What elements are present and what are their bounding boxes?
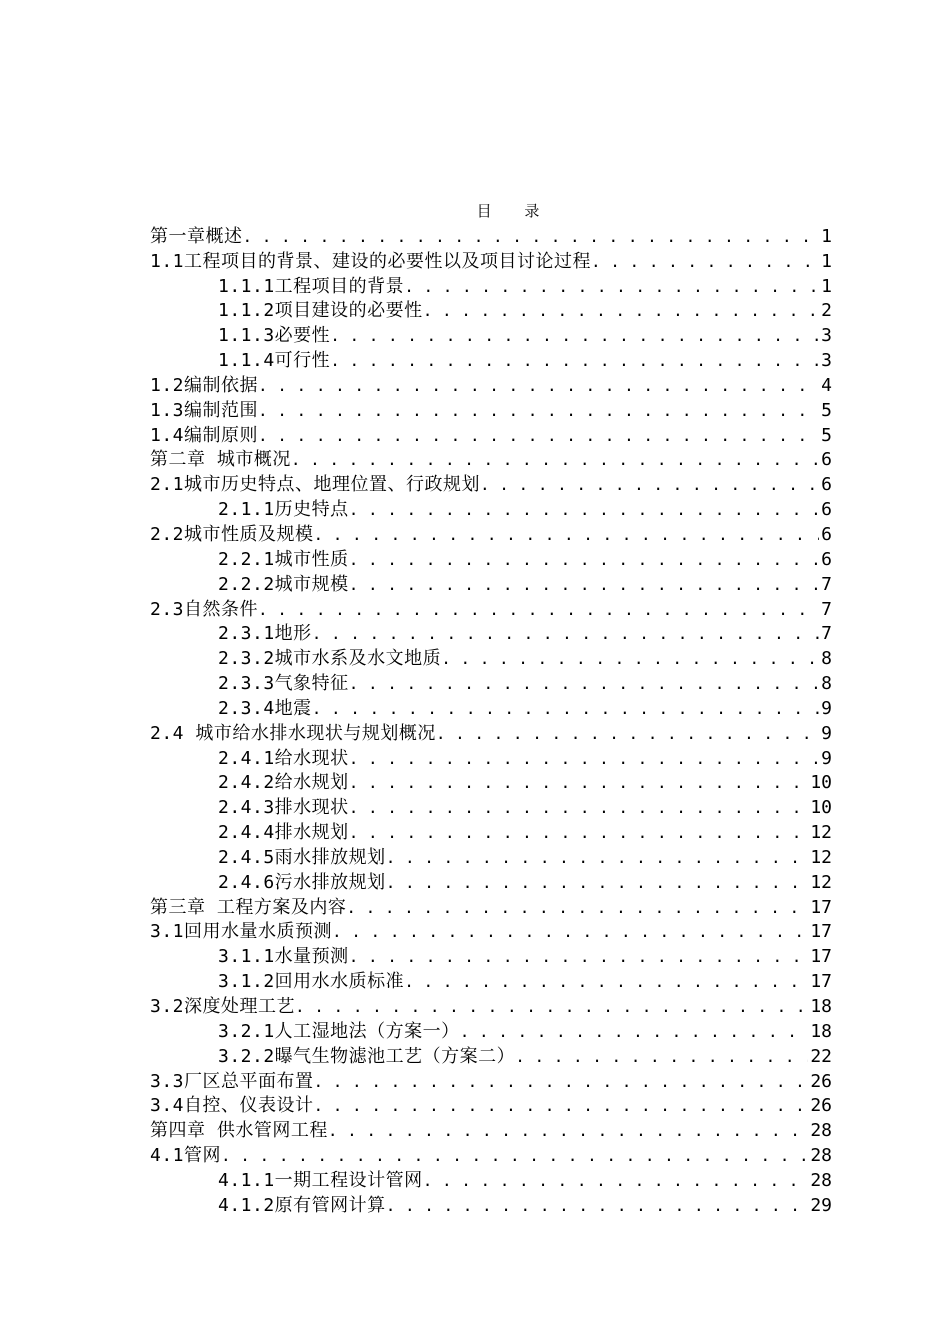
toc-entry-label: 1.4编制原则 (150, 424, 259, 446)
toc-leader-dots (460, 1022, 809, 1042)
toc-leader-dots (349, 674, 819, 694)
toc-entry[interactable] (150, 1118, 832, 1143)
toc-leader-dots (349, 798, 809, 818)
toc-entry[interactable] (150, 373, 832, 398)
toc-entry-label: 1.1.4可行性 (218, 350, 331, 372)
toc-leader-dots (314, 1072, 809, 1092)
toc-entry-page-number: 17 (810, 946, 832, 968)
toc-entry-page-number: 12 (810, 846, 832, 868)
toc-leader-dots (346, 898, 808, 918)
toc-leader-dots (314, 525, 820, 545)
toc-entry-label: 2.4 城市给水排水现状与规划概况 (150, 722, 436, 744)
toc-leader-dots (221, 1146, 808, 1166)
toc-entry[interactable] (150, 696, 832, 721)
toc-entry[interactable] (150, 895, 832, 920)
toc-entry[interactable] (150, 497, 832, 522)
toc-entry-label: 2.3自然条件 (150, 598, 259, 620)
toc-entry[interactable] (150, 771, 832, 796)
toc-leader-dots (591, 252, 819, 272)
toc-entry-label: 2.2.2城市规模 (218, 573, 349, 595)
toc-entry-label: 4.1管网 (150, 1145, 222, 1167)
toc-leader-dots (423, 301, 819, 321)
toc-leader-dots (258, 376, 819, 396)
toc-leader-dots (312, 624, 819, 644)
toc-entry-page-number: 26 (810, 1095, 832, 1117)
toc-entry-page-number: 17 (810, 896, 832, 918)
toc-leader-dots (243, 227, 820, 247)
toc-leader-dots (404, 972, 808, 992)
toc-entry[interactable] (150, 1168, 832, 1193)
toc-leader-dots (295, 997, 808, 1017)
toc-entry-label: 第一章概述 (150, 225, 243, 247)
toc-entry-page-number: 10 (810, 797, 832, 819)
toc-entry-label: 2.4.1给水现状 (218, 747, 349, 769)
toc-entry[interactable] (150, 969, 832, 994)
toc-entry-page-number: 17 (810, 971, 832, 993)
toc-entry[interactable] (150, 994, 832, 1019)
toc-entry-label: 1.1.2项目建设的必要性 (218, 300, 423, 322)
toc-entry[interactable] (150, 920, 832, 945)
toc-leader-dots (332, 922, 808, 942)
toc-entry-page-number: 7 (821, 598, 832, 620)
toc-entry-page-number: 2 (821, 300, 832, 322)
toc-entry-label: 1.3编制范围 (150, 399, 259, 421)
toc-entry-page-number: 26 (810, 1070, 832, 1092)
toc-entry-label: 2.4.6污水排放规划 (218, 871, 386, 893)
toc-entry-page-number: 5 (821, 399, 832, 421)
toc-entry-label: 3.3厂区总平面布置 (150, 1070, 314, 1092)
toc-entry[interactable] (150, 224, 832, 249)
toc-leader-dots (404, 277, 819, 297)
toc-entry-label: 2.3.2城市水系及水文地质 (218, 648, 442, 670)
toc-entry-label: 3.2.2曝气生物滤池工艺（方案二） (218, 1045, 516, 1067)
toc-entry-page-number: 18 (810, 1020, 832, 1042)
toc-entry-label: 3.1.2回用水水质标准 (218, 971, 405, 993)
toc-entry-label: 2.1城市历史特点、地理位置、行政规划 (150, 474, 481, 496)
toc-entry[interactable] (150, 820, 832, 845)
toc-leader-dots (349, 947, 809, 967)
toc-leader-dots (436, 724, 819, 744)
toc-entry[interactable] (150, 398, 832, 423)
toc-entry-label: 2.4.4排水规划 (218, 822, 349, 844)
toc-entry[interactable] (150, 597, 832, 622)
toc-entry-label: 3.4自控、仪表设计 (150, 1095, 314, 1117)
toc-entry[interactable] (150, 522, 832, 547)
toc-leader-dots (330, 351, 819, 371)
toc-entry-page-number: 8 (821, 673, 832, 695)
toc-entry[interactable] (150, 274, 832, 299)
toc-leader-dots (312, 699, 819, 719)
toc-entry-page-number: 6 (821, 449, 832, 471)
toc-leader-dots (349, 550, 819, 570)
toc-entry[interactable] (150, 1143, 832, 1168)
toc-entry-label: 2.4.2给水规划 (218, 772, 349, 794)
toc-leader-dots (441, 649, 819, 669)
toc-entry-label: 3.1.1水量预测 (218, 946, 349, 968)
toc-leader-dots (258, 401, 819, 421)
toc-entry-page-number: 18 (810, 996, 832, 1017)
toc-leader-dots (386, 873, 809, 893)
toc-leader-dots (349, 823, 809, 843)
toc-entry[interactable] (150, 646, 832, 671)
toc-leader-dots (386, 1196, 809, 1216)
toc-entry[interactable] (150, 423, 832, 448)
toc-entry-page-number: 5 (821, 424, 832, 446)
toc-entry[interactable] (150, 1094, 832, 1119)
toc-entry-page-number: 6 (821, 474, 832, 496)
toc-entry[interactable] (150, 870, 832, 895)
toc-leader-dots (328, 1121, 808, 1141)
toc-entry-label: 2.2.1城市性质 (218, 548, 349, 570)
toc-entry-label: 1.1工程项目的背景、建设的必要性以及项目讨论过程 (150, 250, 592, 272)
toc-entry-page-number: 22 (810, 1045, 832, 1067)
toc-entry-page-number: 8 (821, 648, 832, 670)
toc-entry[interactable] (150, 348, 832, 373)
toc-entry[interactable] (150, 572, 832, 597)
toc-leader-dots (515, 1047, 808, 1067)
toc-entry-label: 3.1回用水量水质预测 (150, 921, 333, 943)
toc-entry[interactable] (150, 1019, 832, 1044)
toc-entry-label: 2.3.3气象特征 (218, 673, 349, 695)
toc-entry-label: 3.2.1人工湿地法（方案一） (218, 1020, 460, 1042)
toc-entry-page-number: 12 (810, 871, 832, 893)
toc-entry[interactable] (150, 249, 832, 274)
toc-entry-page-number: 1 (821, 275, 832, 297)
toc-leader-dots (480, 475, 819, 495)
toc-entry-label: 4.1.2原有管网计算 (218, 1194, 386, 1216)
toc-entry[interactable] (150, 1044, 832, 1069)
toc-entry-page-number: 9 (821, 697, 832, 719)
toc-entry-label: 1.1.3必要性 (218, 325, 331, 347)
toc-leader-dots (386, 848, 809, 868)
toc-entry[interactable] (150, 622, 832, 647)
toc-entry-page-number: 6 (821, 523, 832, 545)
toc-entry-label: 2.4.5雨水排放规划 (218, 846, 386, 868)
toc-entry-page-number: 10 (810, 772, 832, 794)
toc-title: 目 录 (476, 202, 554, 220)
toc-entry[interactable] (150, 795, 832, 820)
toc-entry-page-number: 6 (821, 499, 832, 521)
toc-leader-dots (349, 500, 819, 520)
toc-entry-label: 2.1.1历史特点 (218, 499, 349, 521)
toc-leader-dots (330, 326, 819, 346)
toc-entry-page-number: 7 (821, 623, 832, 645)
toc-entry-page-number: 12 (810, 822, 832, 844)
toc-entry-label: 1.2编制依据 (150, 374, 259, 396)
toc-entry-page-number: 7 (821, 573, 832, 595)
toc-entry-page-number: 4 (821, 374, 832, 396)
toc-entry-page-number: 28 (810, 1120, 832, 1142)
toc-entry-label: 2.4.3排水现状 (218, 797, 349, 819)
toc-entry[interactable] (150, 299, 832, 324)
toc-entry-page-number: 6 (821, 548, 832, 570)
toc-entry-page-number: 1 (821, 225, 832, 247)
toc-entry[interactable] (150, 721, 832, 746)
toc-entry-label: 1.1.1工程项目的背景 (218, 275, 405, 297)
toc-entry-page-number: 28 (810, 1145, 832, 1167)
toc-entry-page-number: 29 (810, 1194, 832, 1216)
toc-entry[interactable] (150, 944, 832, 969)
toc-leader-dots (349, 749, 819, 769)
toc-entry-label: 第三章 工程方案及内容 (150, 896, 347, 918)
toc-entry[interactable] (150, 671, 832, 696)
toc-entry-label: 3.2深度处理工艺 (150, 996, 296, 1017)
toc-entry[interactable] (150, 472, 832, 497)
toc-leader-dots (258, 600, 819, 620)
toc-entry[interactable] (150, 1193, 832, 1218)
toc-entry-page-number: 28 (810, 1169, 832, 1191)
toc-entry-page-number: 3 (821, 325, 832, 347)
toc-leader-dots (423, 1171, 809, 1191)
toc-entry[interactable] (150, 845, 832, 870)
toc-entry-label: 第二章 城市概况 (150, 449, 291, 471)
toc-entry-label: 2.3.4地震 (218, 697, 312, 719)
toc-entry-page-number: 17 (810, 921, 832, 943)
toc-entry[interactable] (150, 323, 832, 348)
toc-entry-label: 2.2城市性质及规模 (150, 523, 314, 545)
toc-entry[interactable] (150, 1069, 832, 1094)
toc-entry[interactable] (150, 547, 832, 572)
toc-entry-page-number: 3 (821, 350, 832, 372)
toc-entry-label: 2.3.1地形 (218, 623, 312, 645)
toc-list (150, 224, 832, 1218)
toc-entry-page-number: 9 (821, 747, 832, 769)
toc-entry-page-number: 1 (821, 250, 832, 272)
toc-leader-dots (258, 426, 819, 446)
toc-leader-dots (349, 575, 819, 595)
toc-leader-dots (291, 450, 819, 470)
toc-entry-label: 第四章 供水管网工程 (150, 1120, 328, 1142)
toc-entry[interactable] (150, 448, 832, 473)
toc-entry[interactable] (150, 746, 832, 771)
toc-entry-page-number: 9 (821, 722, 832, 744)
toc-leader-dots (349, 773, 809, 793)
toc-entry-label: 4.1.1一期工程设计管网 (218, 1169, 423, 1191)
toc-leader-dots (314, 1096, 809, 1116)
